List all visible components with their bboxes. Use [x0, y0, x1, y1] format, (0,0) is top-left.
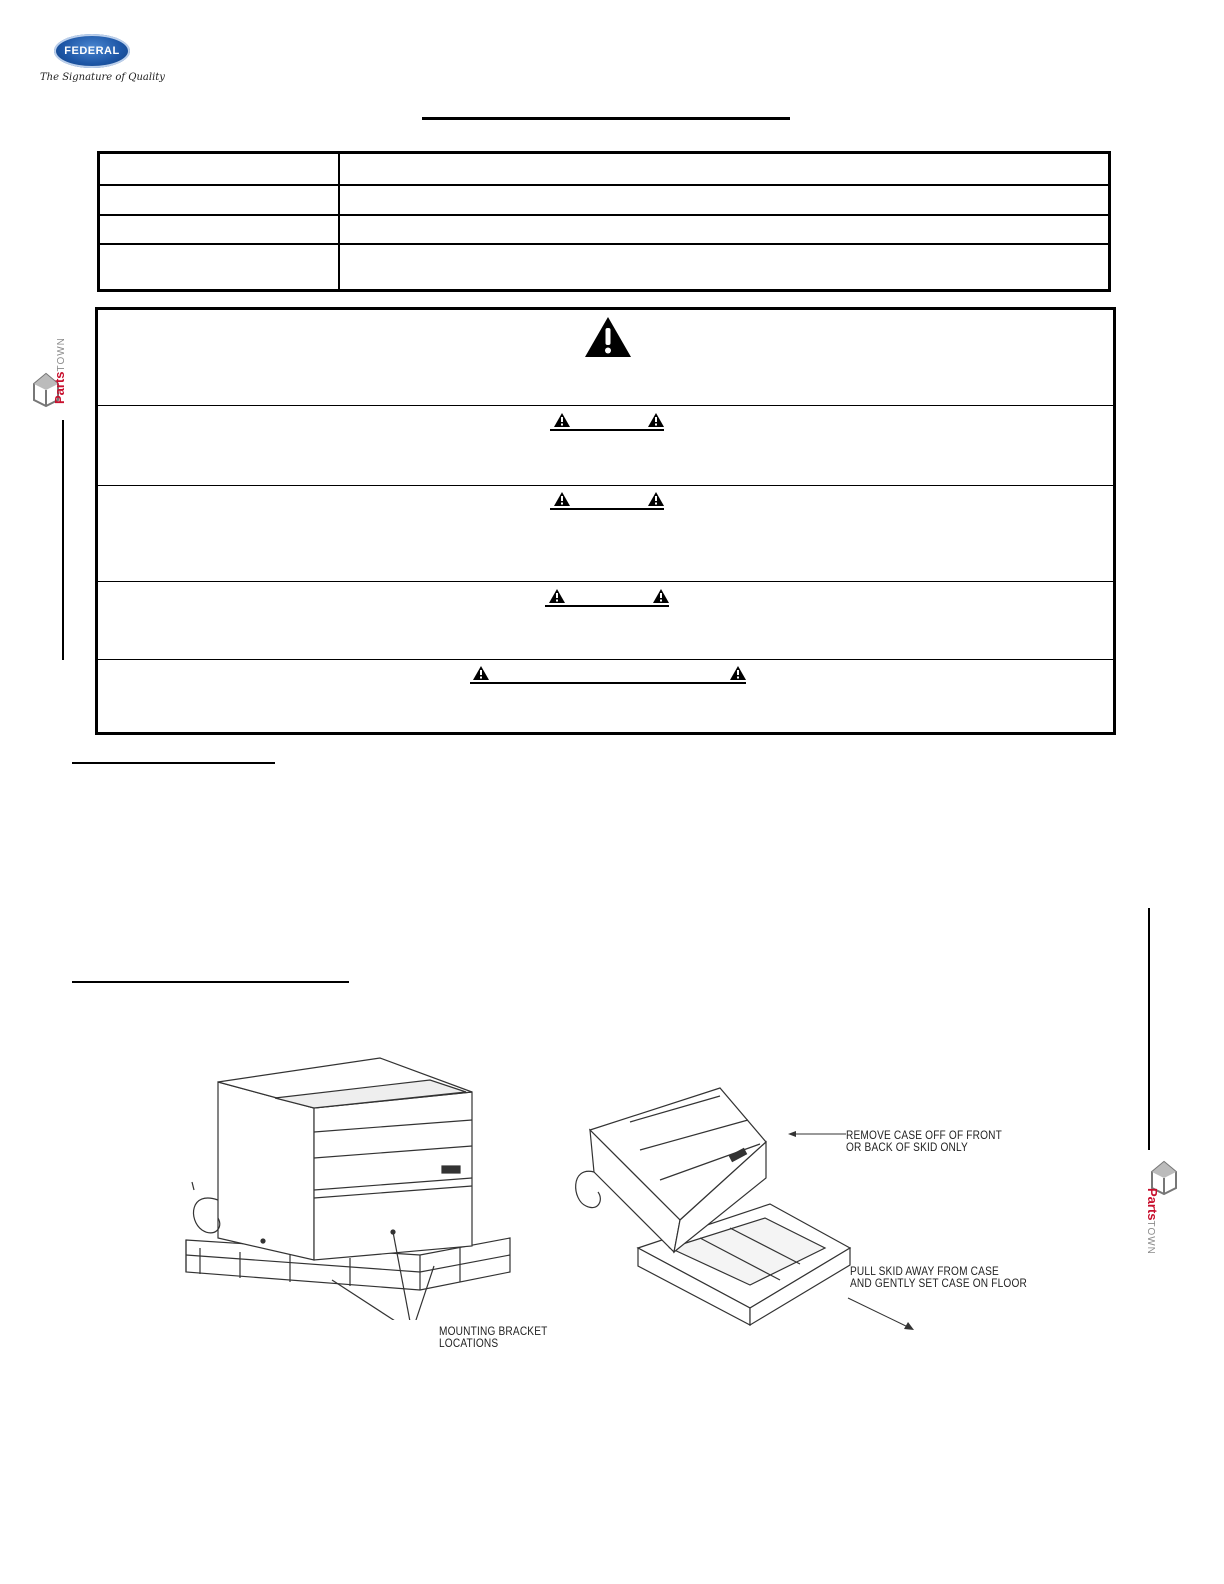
spec-label-cell: [100, 154, 340, 184]
warning-icon: [549, 589, 565, 603]
warning-icon: [554, 413, 570, 427]
callout-line: AND GENTLY SET CASE ON FLOOR: [850, 1278, 1028, 1290]
callout-line: OR BACK OF SKID ONLY: [846, 1142, 968, 1154]
warning-heading-underline: [470, 682, 746, 684]
spec-label-cell: [100, 243, 340, 289]
warning-icon: [653, 589, 669, 603]
warning-icon: [648, 492, 664, 506]
spec-label-cell: [100, 214, 340, 243]
warning-heading-underline: [550, 508, 664, 510]
right-margin-rule: [1148, 908, 1150, 1150]
large-warning-icon: [584, 316, 632, 358]
logo-tagline: The Signature of Quality: [40, 72, 165, 83]
partstown-town-text: TOWN: [1145, 1220, 1156, 1255]
safety-warning-box: [95, 307, 1116, 735]
warning-icon: [473, 666, 489, 680]
section-heading-underline: [72, 762, 275, 764]
partstown-watermark-left: [30, 322, 70, 422]
callout-line: PULL SKID AWAY FROM CASE: [850, 1266, 999, 1278]
spec-table-row: [100, 243, 1108, 289]
partstown-watermark-right: [1142, 1158, 1182, 1258]
warning-section: [98, 581, 1113, 660]
callout-line: LOCATIONS: [439, 1338, 499, 1350]
pull-skid-callout: [850, 1266, 1027, 1290]
callout-line: REMOVE CASE OFF OF FRONT: [846, 1130, 1003, 1142]
case-on-skid-illustration: [180, 1050, 520, 1320]
warning-section-alert: [98, 310, 1113, 406]
spec-label-cell: [100, 184, 340, 214]
warning-section: [98, 405, 1113, 486]
warning-heading-underline: [545, 605, 669, 607]
warning-section: [98, 659, 1113, 732]
mounting-bracket-callout: [439, 1326, 548, 1350]
partstown-parts-text: Parts: [1145, 1188, 1160, 1221]
logo-brand-text: FEDERAL: [64, 45, 120, 57]
warning-icon: [730, 666, 746, 680]
spec-table-row: [100, 184, 1108, 216]
federal-logo: [40, 34, 165, 94]
callout-line: MOUNTING BRACKET: [439, 1326, 548, 1338]
partstown-town-text: TOWN: [56, 337, 67, 372]
warning-heading-underline: [550, 429, 664, 431]
warning-section: [98, 485, 1113, 582]
left-margin-rule: [62, 420, 64, 660]
spec-table-row: [100, 214, 1108, 245]
partstown-parts-text: Parts: [52, 371, 67, 404]
warning-icon: [648, 413, 664, 427]
remove-case-illustration: [570, 1080, 860, 1340]
title-underline: [422, 117, 790, 120]
remove-case-callout: [846, 1130, 1002, 1154]
warning-icon: [554, 492, 570, 506]
arrow-left-icon: [788, 1128, 848, 1140]
section-heading-underline: [72, 981, 349, 983]
arrow-down-right-icon: [846, 1296, 916, 1332]
spec-table-row: [100, 154, 1108, 186]
spec-table: [97, 151, 1111, 292]
